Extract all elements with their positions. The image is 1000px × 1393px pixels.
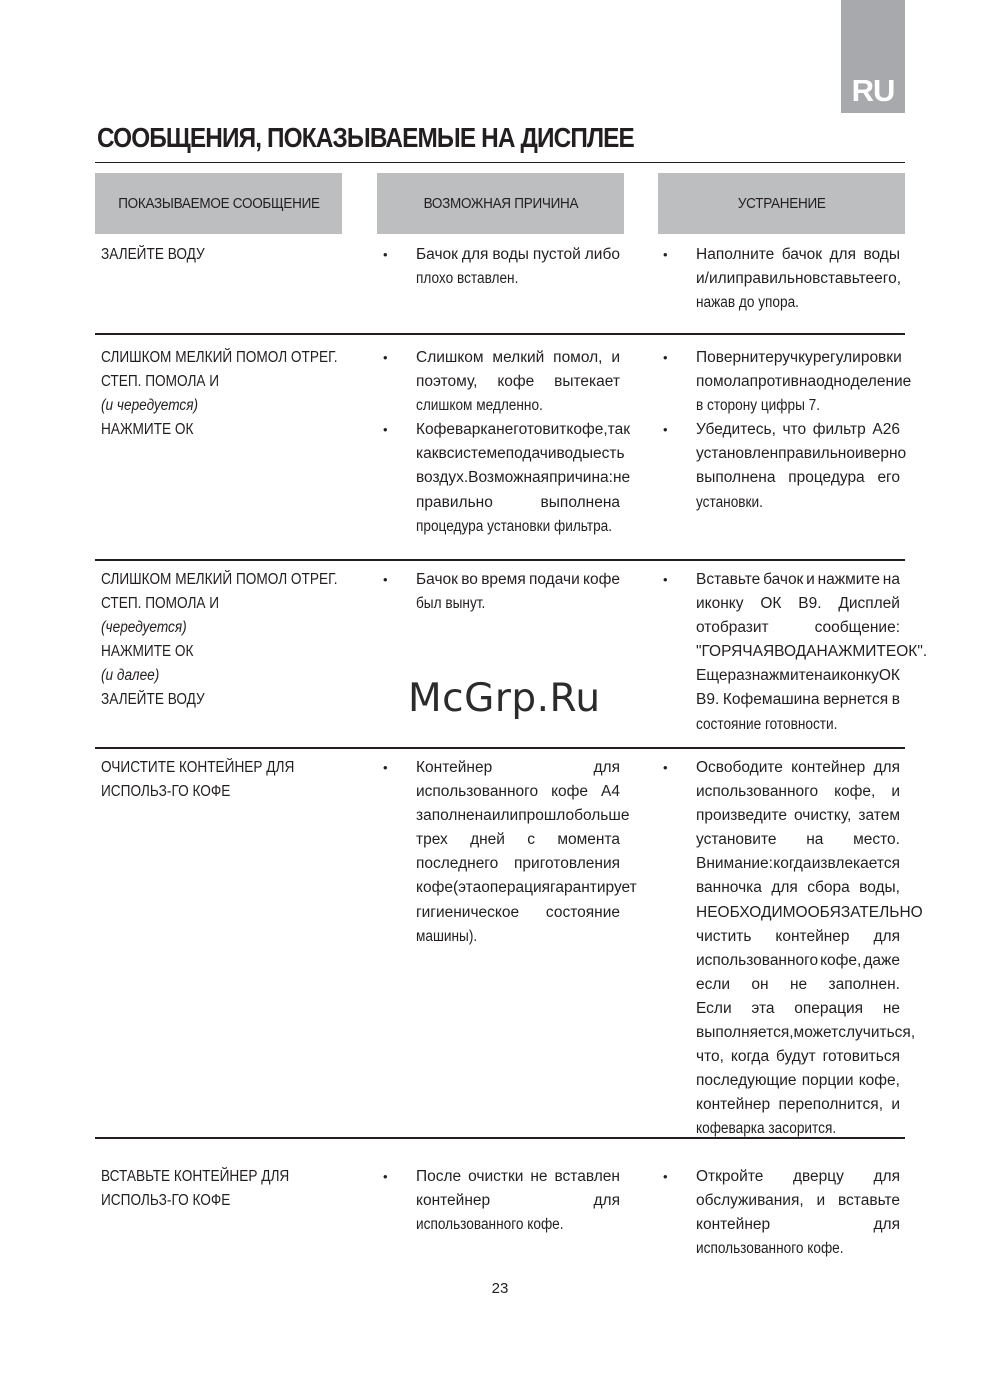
text-line: заполнена или прошло больше xyxy=(416,807,630,825)
message-line: ИСПОЛЬЗ-ГО КОФЕ xyxy=(101,783,231,801)
text-line: и/или правильно вставьте его, xyxy=(696,270,902,288)
bullet-item xyxy=(381,418,631,538)
message-line: ЗАЛЕЙТЕ ВОДУ xyxy=(101,691,205,709)
text-line: нажав до упора. xyxy=(696,294,799,312)
message-line: СТЕП. ПОМОЛА И xyxy=(101,595,220,613)
text-line: кофеварка засорится. xyxy=(696,1120,837,1138)
text-line: ванночка для сбора воды, xyxy=(696,879,900,897)
message-cell xyxy=(101,346,341,442)
text-line: произведите очистку, затем xyxy=(696,807,900,825)
bullet-item xyxy=(661,1165,900,1261)
watermark: McGrp.Ru xyxy=(408,676,601,721)
fix-cell xyxy=(661,346,912,515)
text-line: • Бачок во время подачи кофе xyxy=(416,571,620,588)
row-divider xyxy=(95,333,905,335)
message-line: ВСТАВЬТЕ КОНТЕЙНЕР ДЛЯ xyxy=(101,1168,290,1185)
bullet-item xyxy=(381,243,620,291)
text-line: иконку ОК B9. Дисплей xyxy=(696,595,900,613)
text-line: использованного кофе. xyxy=(696,1240,844,1258)
bullet-item xyxy=(661,243,900,315)
text-line: выполняется, может случиться, xyxy=(696,1024,916,1042)
text-line: выполнена процедура его xyxy=(696,469,900,487)
text-line: Если эта операция не xyxy=(696,999,900,1017)
header-cause: ВОЗМОЖНАЯ ПРИЧИНА xyxy=(377,173,624,234)
text-line: • Откройте дверцу для xyxy=(696,1168,900,1185)
text-line: контейнер переполнится, и xyxy=(696,1096,900,1114)
text-line: • Убедитесь, что фильтр A26 xyxy=(696,421,900,439)
bullet-item xyxy=(381,1165,620,1237)
text-line: плохо вставлен. xyxy=(416,270,519,288)
text-line: слишком медленно. xyxy=(416,397,543,415)
text-line: если он не заполнен. xyxy=(696,975,900,993)
page-number: 23 xyxy=(491,1280,509,1297)
text-line: как в системе подачи воды есть xyxy=(416,445,625,463)
fix-cell xyxy=(661,1165,900,1261)
bullet-item xyxy=(661,346,912,418)
cause-cell xyxy=(381,243,620,291)
message-line: ИСПОЛЬЗ-ГО КОФЕ xyxy=(101,1192,231,1210)
header-fix: УСТРАНЕНИЕ xyxy=(658,173,905,234)
text-line: установлен правильно и верно xyxy=(696,445,907,463)
text-line: в сторону цифры 7. xyxy=(696,397,821,415)
row-divider xyxy=(95,559,905,561)
row-divider xyxy=(95,1137,905,1139)
text-line: НЕОБХОДИМО ОБЯЗАТЕЛЬНО xyxy=(696,903,923,921)
text-line: • Бачок для воды пустой либо xyxy=(416,246,620,263)
text-line: Еще раз нажмите на иконку ОК xyxy=(696,667,900,685)
text-line: • Освободите контейнер для xyxy=(696,759,900,776)
bullet-item xyxy=(661,418,907,514)
text-line: контейнер для xyxy=(416,1192,620,1210)
text-line: поэтому, кофе вытекает xyxy=(416,373,620,391)
text-line: последующие порции кофе, xyxy=(696,1072,900,1090)
message-cell xyxy=(101,568,341,713)
text-line: контейнер для xyxy=(696,1216,900,1234)
bullet-item xyxy=(661,568,928,737)
text-line: "ГОРЯЧАЯ ВОДА НАЖМИТЕ ОК". xyxy=(696,643,928,661)
message-line: (чередуется) xyxy=(101,619,187,637)
text-line: • Поверните ручку регулировки xyxy=(696,349,902,366)
text-line: машины). xyxy=(416,927,478,945)
bullet-item xyxy=(381,568,620,616)
text-line: использованного кофе, и xyxy=(696,783,900,801)
text-line: правильно выполнена xyxy=(416,493,620,511)
fix-cell xyxy=(661,756,923,1142)
text-line: использованного кофе, даже xyxy=(696,951,900,969)
bullet-item xyxy=(381,756,637,949)
bullet-item xyxy=(661,756,923,1142)
message-line: НАЖМИТЕ ОК xyxy=(101,643,194,661)
page-title: СООБЩЕНИЯ, ПОКАЗЫВАЕМЫЕ НА ДИСПЛЕЕ xyxy=(97,122,634,153)
message-cell xyxy=(101,243,341,267)
row-divider xyxy=(95,747,905,749)
text-line: использованного кофе A4 xyxy=(416,783,620,801)
fix-cell xyxy=(661,568,928,737)
text-line: • Контейнер для xyxy=(416,759,620,776)
fix-cell xyxy=(661,243,900,315)
message-line: СЛИШКОМ МЕЛКИЙ ПОМОЛ ОТРЕГ. xyxy=(101,349,338,366)
message-cell xyxy=(101,1165,341,1213)
message-line: ОЧИСТИТЕ КОНТЕЙНЕР ДЛЯ xyxy=(101,759,295,776)
text-line: • Вставьте бачок и нажмите на xyxy=(696,571,900,588)
cause-cell xyxy=(381,1165,620,1237)
text-line: Внимание: когда извлекается xyxy=(696,855,900,873)
text-line: обслуживания, и вставьте xyxy=(696,1192,900,1210)
message-line: СЛИШКОМ МЕЛКИЙ ПОМОЛ ОТРЕГ. xyxy=(101,571,338,588)
text-line: воздух. Возможная причина: не xyxy=(416,469,631,487)
text-line: кофе (эта операция гарантирует xyxy=(416,879,637,897)
language-tab: RU xyxy=(841,0,905,113)
text-line: установки. xyxy=(696,493,763,511)
message-line: ЗАЛЕЙТЕ ВОДУ xyxy=(101,246,205,263)
bullet-item xyxy=(381,346,620,418)
message-line: НАЖМИТЕ ОК xyxy=(101,421,194,439)
text-line: чистить контейнер для xyxy=(696,927,900,945)
text-line: трех дней с момента xyxy=(416,831,620,849)
text-line: установите на место. xyxy=(696,831,900,849)
text-line: • Наполните бачок для воды xyxy=(696,246,900,263)
text-line: • После очистки не вставлен xyxy=(416,1168,620,1185)
text-line: гигиеническое состояние xyxy=(416,903,620,921)
text-line: использованного кофе. xyxy=(416,1216,564,1234)
cause-cell xyxy=(381,756,637,949)
text-line: • Кофеварка не готовит кофе, так xyxy=(416,421,630,439)
text-line: последнего приготовления xyxy=(416,855,620,873)
text-line: помола против на одно деление xyxy=(696,373,912,391)
cause-cell xyxy=(381,346,631,539)
text-line: состояние готовности. xyxy=(696,715,838,733)
message-cell xyxy=(101,756,341,804)
text-line: • Слишком мелкий помол, и xyxy=(416,349,620,366)
message-line: СТЕП. ПОМОЛА И xyxy=(101,373,220,391)
title-divider xyxy=(95,162,905,163)
cause-cell xyxy=(381,568,620,616)
text-line: B9. Кофемашина вернется в xyxy=(696,691,900,709)
text-line: отобразит сообщение: xyxy=(696,619,900,637)
text-line: процедура установки фильтра. xyxy=(416,517,613,535)
message-line: (и далее) xyxy=(101,667,160,685)
text-line: был вынут. xyxy=(416,595,486,613)
message-line: (и чередуется) xyxy=(101,397,199,415)
text-line: что, когда будут готовиться xyxy=(696,1048,900,1066)
header-message: ПОКАЗЫВАЕМОЕ СООБЩЕНИЕ xyxy=(95,173,342,234)
